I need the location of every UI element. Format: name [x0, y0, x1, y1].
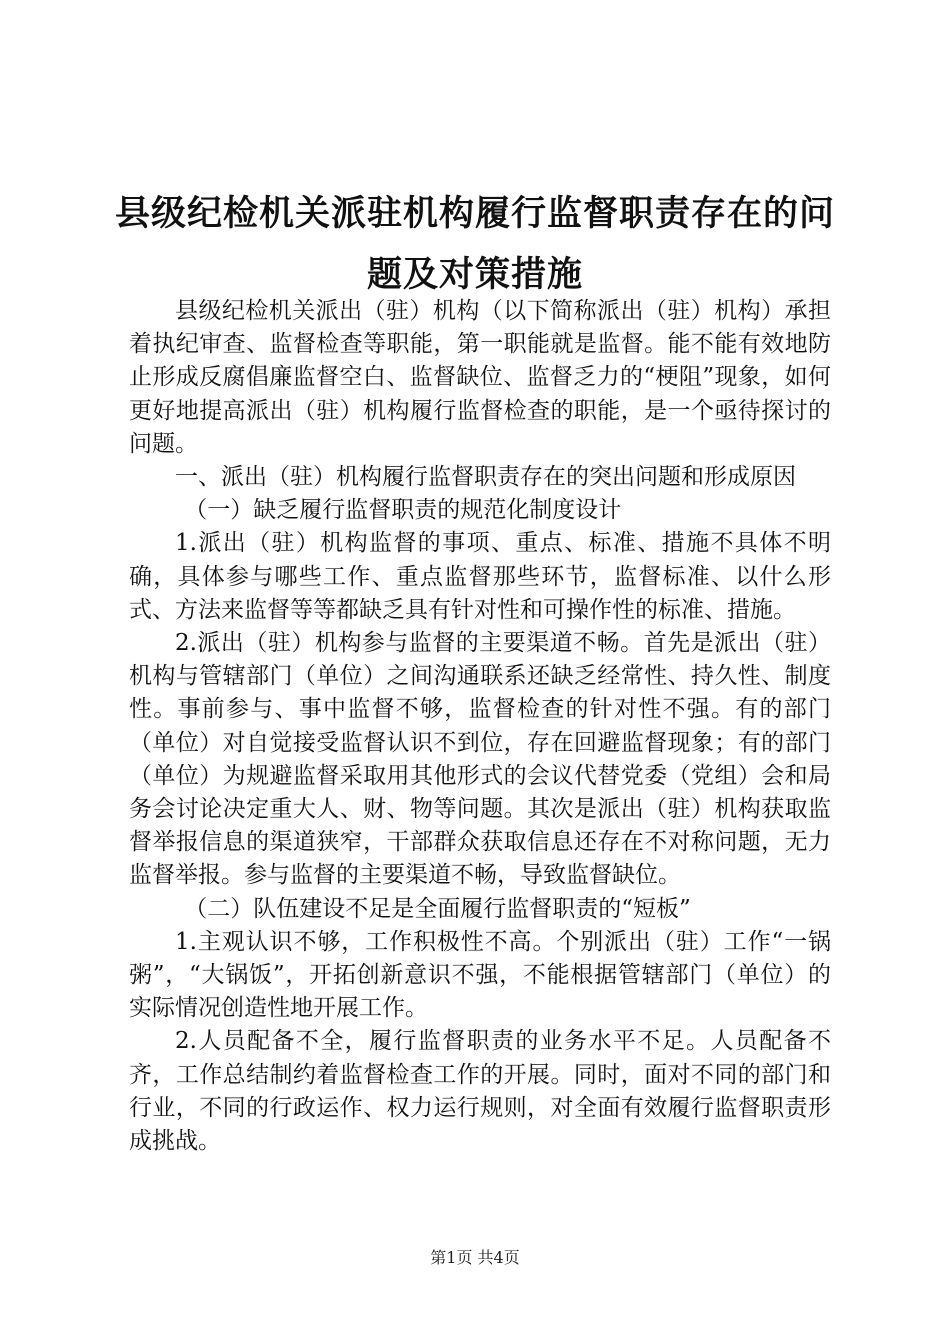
subsection-heading-2: （二）队伍建设不足是全面履行监督职责的“短板” [184, 895, 691, 922]
paragraph-1-2: 2.派出（驻）机构参与监督的主要渠道不畅。首先是派出（驻）机构与管辖部门（单位）之间沟通联系还缺乏经常性、持久性、制度性。事前参与、事中监督不够，监督检查的针对性不强。有的部门（单位）对自觉接受监督认识不到位，存在回避监督现象；有的部门（单位）为规避监督采取用其他形式的会议代替党委（党组）会和局务会讨论决定重大人、财、物等问题。其次是派出（驻）机构获取监督举报信息的渠道狭窄，干部群众获取信息还存在不对称问题，无力监督举报。参与监督的主要渠道不畅，导致监督缺位。 [129, 630, 831, 889]
page-footer: 第1页 共4页 [430, 1248, 520, 1267]
paragraph-2-2: 2.人员配备不全，履行监督职责的业务水平不足。人员配备不齐，工作总结制约着监督检查工作的开展。同时，面对不同的部门和行业，不同的行政运作、权力运行规则，对全面有效履行监督职责形成挑战。 [129, 1028, 831, 1155]
paragraph-2-1: 1.主观认识不够，工作积极性不高。个别派出（驻）工作“一锅粥”，“大锅饭”，开拓创新意识不强，不能根据管辖部门（单位）的实际情况创造性地开展工作。 [129, 928, 831, 1022]
subsection-heading-1: （一）缺乏履行监督职责的规范化制度设计 [184, 497, 622, 524]
paragraph-1-1: 1.派出（驻）机构监督的事项、重点、标准、措施不具体不明确，具体参与哪些工作、重点监督那些环节，监督标准、以什么形式、方法来监督等等都缺乏具有针对性和可操作性的标准、措施。 [129, 530, 831, 623]
document-title-line-2: 题及对策措施 [366, 254, 583, 295]
section-heading-1: 一、派出（驻）机构履行监督职责存在的突出问题和形成原因 [175, 464, 796, 491]
document-title-line-1: 县级纪检机关派驻机构履行监督职责存在的问 [114, 193, 835, 234]
document-body [129, 295, 831, 1158]
intro-paragraph: 县级纪检机关派出（驻）机构（以下简称派出（驻）机构）承担着执纪审查、监督检查等职能，第一职能就是监督。能不能有效地防止形成反腐倡廉监督空白、监督缺位、监督乏力的“梗阻”现象，如何更好地提高派出（驻）机构履行监督检查的职能，是一个亟待探讨的问题。 [129, 298, 831, 457]
